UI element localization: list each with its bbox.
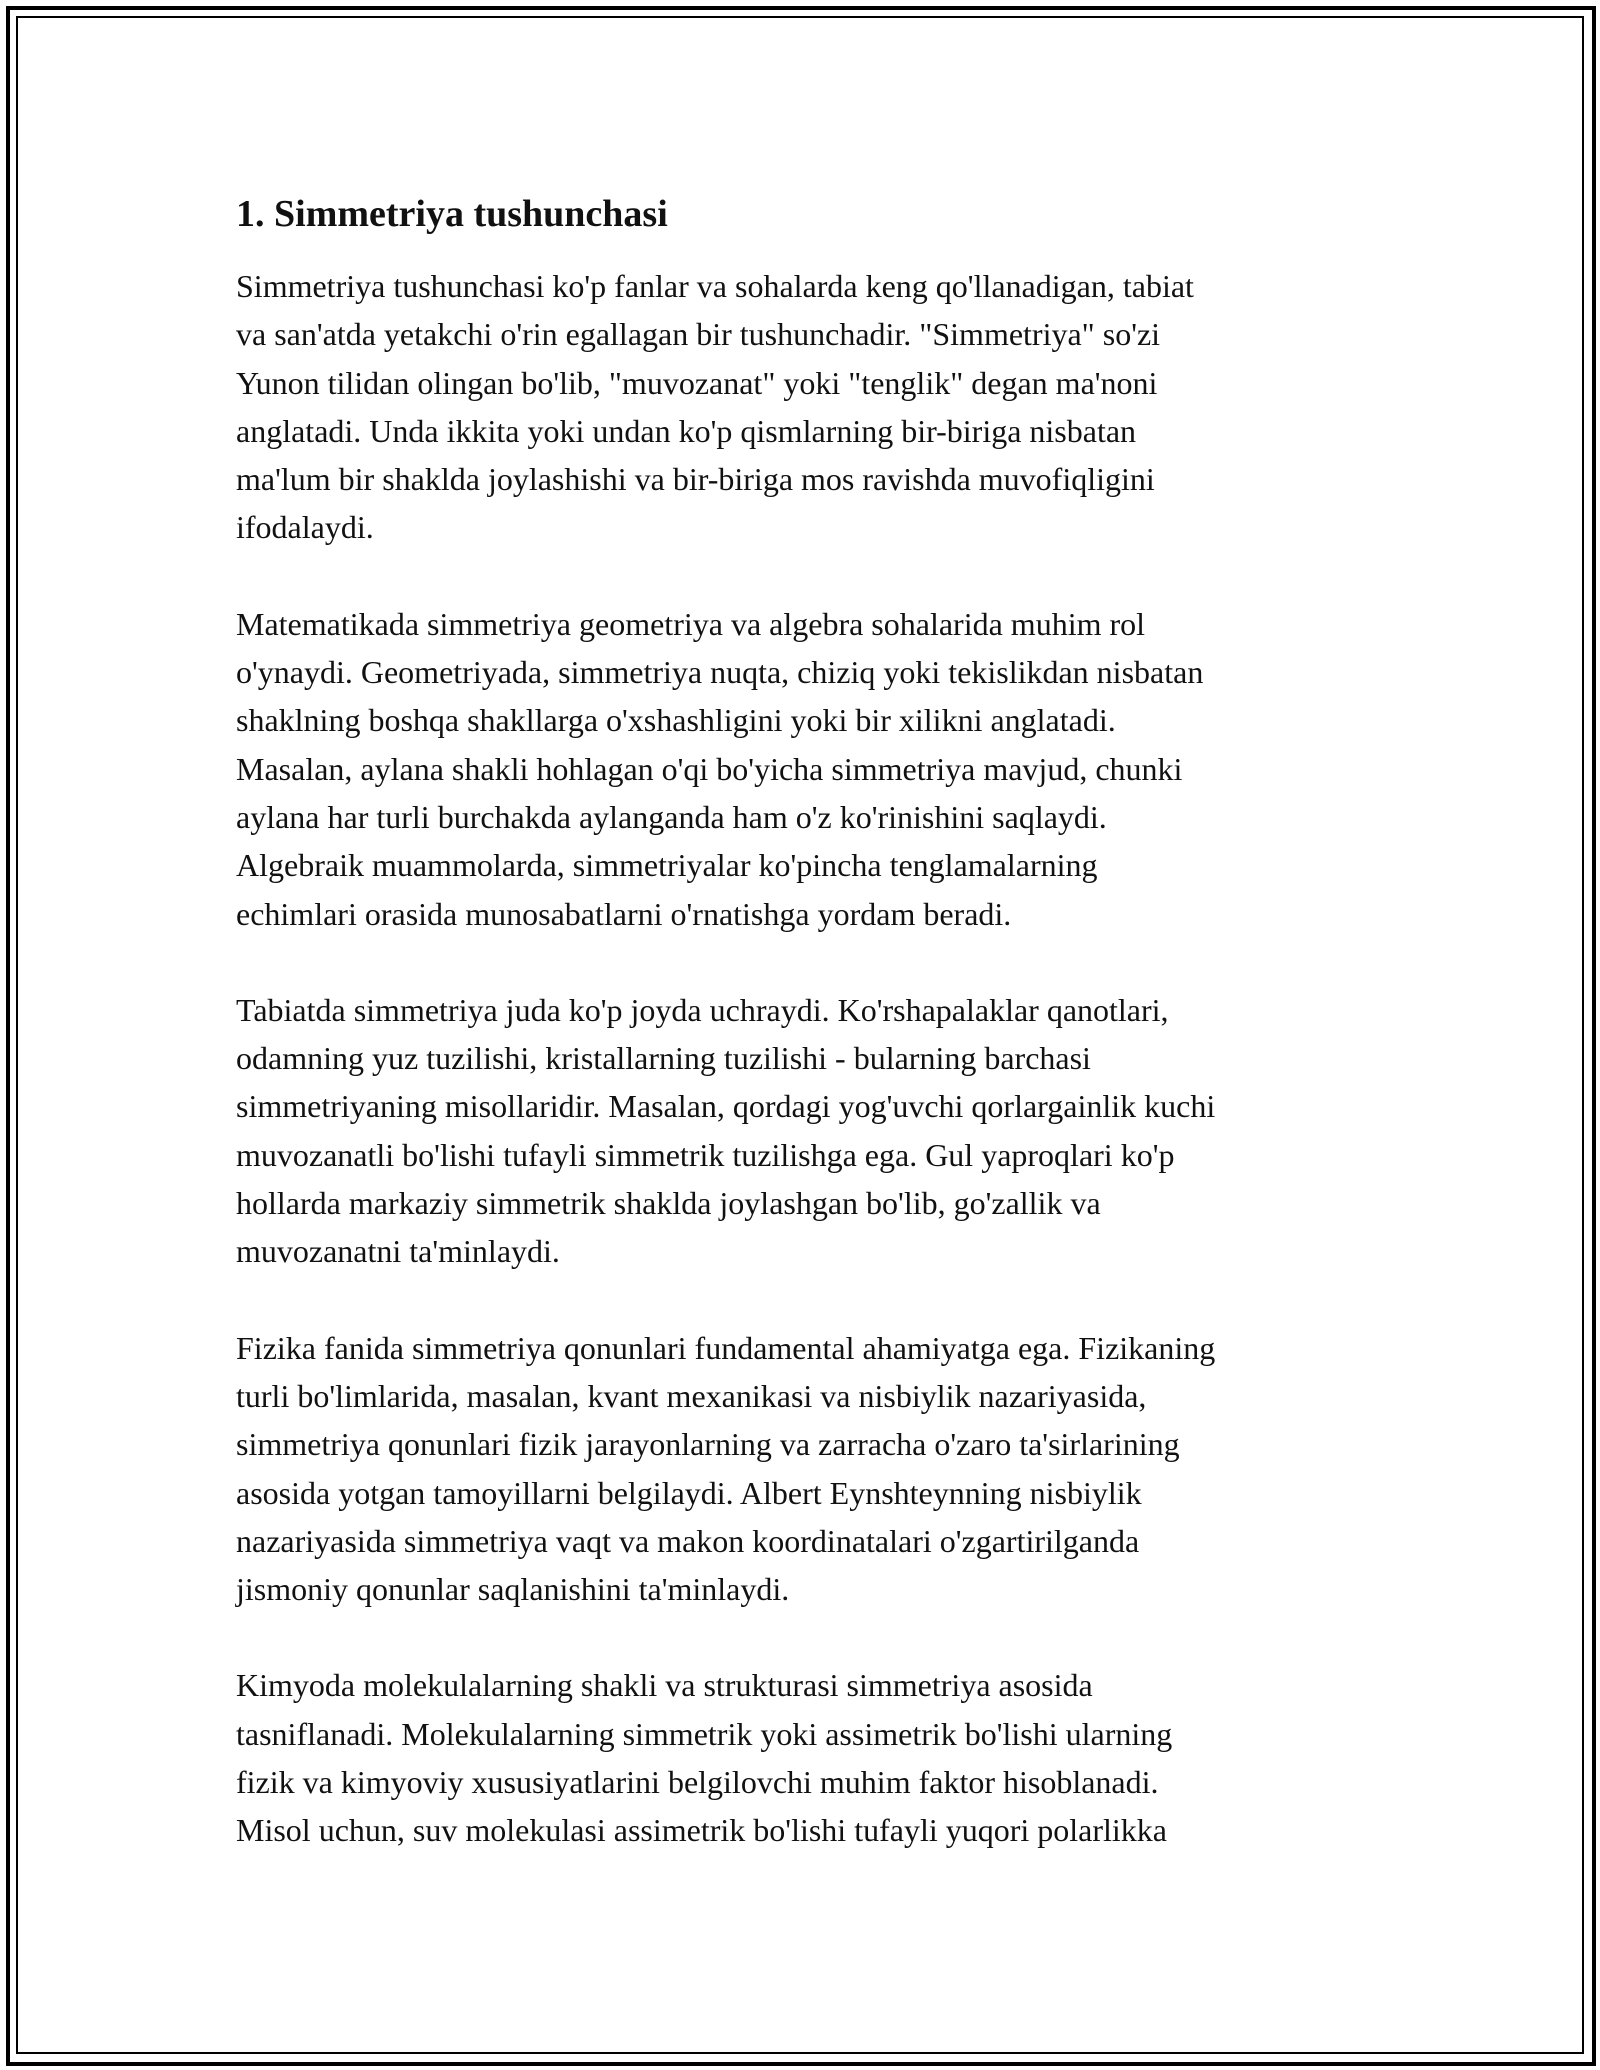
paragraph-line: nazariyasida simmetriya vaqt va makon koordinatalari o'zgartirilganda	[236, 1522, 1140, 1559]
paragraph-line: Fizika fanida simmetriya qonunlari fundamental ahamiyatga ega. Fizikaning	[236, 1329, 1216, 1366]
paragraph-line: tasniflanadi. Molekulalarning simmetrik yoki assimetrik bo'lishi ularning	[236, 1715, 1173, 1752]
paragraph-line: anglatadi. Unda ikkita yoki undan ko'p qismlarning bir-biriga nisbatan	[236, 412, 1137, 449]
paragraph-line: Simmetriya tushunchasi ko'p fanlar va sohalarda keng qo'llanadigan, tabiat	[236, 268, 1194, 304]
section-heading: 1. Simmetriya tushunchasi	[236, 193, 668, 235]
paragraph-line: o'ynaydi. Geometriyada, simmetriya nuqta, chiziq yoki tekislikdan nisbatan	[236, 654, 1204, 691]
paragraph-physics	[236, 1324, 1396, 1614]
paragraph-line: turli bo'limlarida, masalan, kvant mexanikasi va nisbiylik nazariyasida,	[236, 1377, 1147, 1414]
paragraph-line: shaklning boshqa shakllarga o'xshashligini yoki bir xilikni anglatadi.	[236, 702, 1116, 739]
paragraph-line: Yunon tilidan olingan bo'lib, "muvozanat" yoki "tenglik" degan ma'noni	[236, 364, 1158, 401]
paragraph-line: simmetriya qonunlari fizik jarayonlarning va zarracha o'zaro ta'sirlarining	[236, 1426, 1180, 1463]
paragraph-line: echimlari orasida munosabatlarni o'rnatishga yordam beradi.	[236, 895, 1012, 932]
paragraph-line: odamning yuz tuzilishi, kristallarning tuzilishi - bularning barchasi	[236, 1040, 1091, 1077]
paragraph-definition	[236, 262, 1396, 552]
paragraph-nature	[236, 986, 1396, 1276]
paragraph-line: asosida yotgan tamoyillarni belgilaydi. Albert Eynshteynning nisbiylik	[236, 1474, 1142, 1511]
paragraph-chemistry	[236, 1661, 1396, 1854]
paragraph-line: va san'atda yetakchi o'rin egallagan bir tushunchadir. "Simmetriya" so'zi	[236, 316, 1161, 353]
paragraph-line: fizik va kimyoviy xususiyatlarini belgilovchi muhim faktor hisoblanadi.	[236, 1764, 1159, 1801]
paragraph-line: Misol uchun, suv molekulasi assimetrik bo'lishi tufayli yuqori polarlikka	[236, 1812, 1167, 1849]
paragraph-line: Kimyoda molekulalarning shakli va strukturasi simmetriya asosida	[236, 1667, 1093, 1704]
paragraph-line: Matematikada simmetriya geometriya va algebra sohalarida muhim rol	[236, 605, 1146, 642]
paragraph-line: ifodalaydi.	[236, 509, 374, 546]
paragraph-line: jismoniy qonunlar saqlanishini ta'minlaydi.	[236, 1571, 790, 1608]
paragraph-line: Algebraik muammolarda, simmetriyalar ko'pincha tenglamalarning	[236, 847, 1098, 884]
paragraph-line: simmetriyaning misollaridir. Masalan, qordagi yog'uvchi qorlargainlik kuchi	[236, 1088, 1216, 1125]
paragraph-line: Tabiatda simmetriya juda ko'p joyda uchraydi. Ko'rshapalaklar qanotlari,	[236, 991, 1169, 1028]
paragraph-line: muvozanatli bo'lishi tufayli simmetrik tuzilishga ega. Gul yaproqlari ko'p	[236, 1136, 1175, 1173]
paragraph-mathematics	[236, 600, 1396, 938]
paragraph-line: aylana har turli burchakda aylanganda ham o'z ko'rinishini saqlaydi.	[236, 798, 1107, 835]
paragraph-line: muvozanatni ta'minlaydi.	[236, 1233, 560, 1270]
document-body	[236, 188, 1396, 1903]
paragraph-line: Masalan, aylana shakli hohlagan o'qi bo'yicha simmetriya mavjud, chunki	[236, 750, 1183, 787]
paragraph-line: ma'lum bir shaklda joylashishi va bir-biriga mos ravishda muvofiqligini	[236, 461, 1155, 498]
paragraph-line: hollarda markaziy simmetrik shaklda joylashgan bo'lib, go'zallik va	[236, 1185, 1101, 1222]
